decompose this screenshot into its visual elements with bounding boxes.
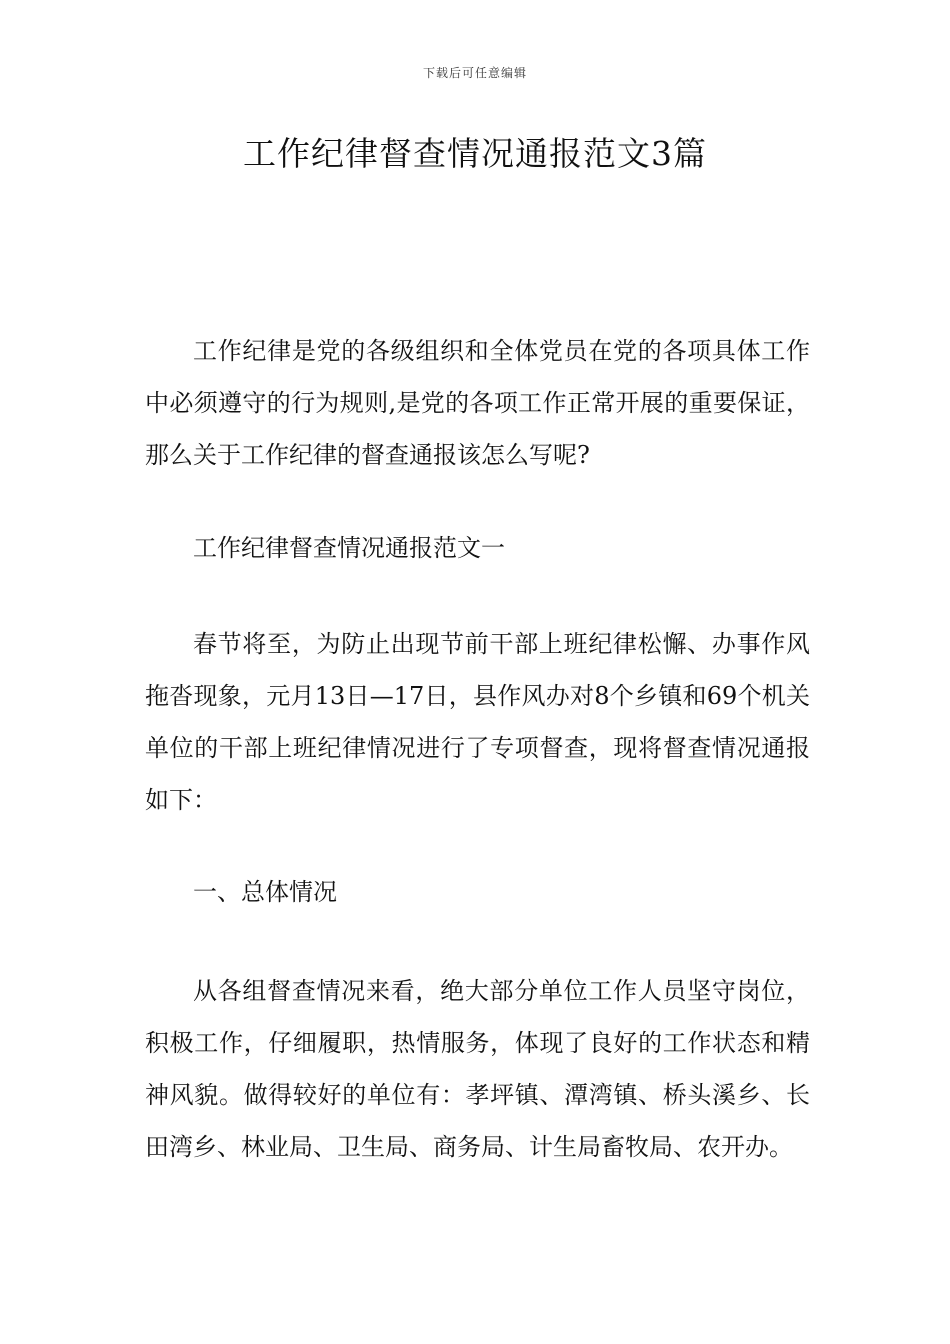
section-heading-overall: 一、总体情况 xyxy=(193,878,337,906)
section-heading-sample-one: 工作纪律督查情况通报范文一 xyxy=(193,534,505,562)
header-note: 下载后可任意编辑 xyxy=(422,66,527,80)
body-paragraph: 从各组督查情况来看，绝大部分单位工作人员坚守岗位，积极工作，仔细履职，热情服务，体现了良好的工作状态和精神风貌。做得较好的单位有：孝坪镇、潭湾镇、桥头溪乡、长田湾乡、林业局、卫生局、商务局、计生局畜牧局、农开办。 xyxy=(145,977,810,1161)
document-title: 工作纪律督查情况通报范文3篇 xyxy=(243,134,707,173)
body-paragraph: 春节将至，为防止出现节前干部上班纪律松懈、办事作风拖沓现象，元月13日—17日，县作风办对8个乡镇和69个机关单位的干部上班纪律情况进行了专项督查，现将督查情况通报如下： xyxy=(145,630,810,814)
intro-paragraph: 工作纪律是党的各级组织和全体党员在党的各项具体工作中必须遵守的行为规则,是党的各项工作正常开展的重要保证，那么关于工作纪律的督查通报该怎么写呢? xyxy=(145,337,810,469)
